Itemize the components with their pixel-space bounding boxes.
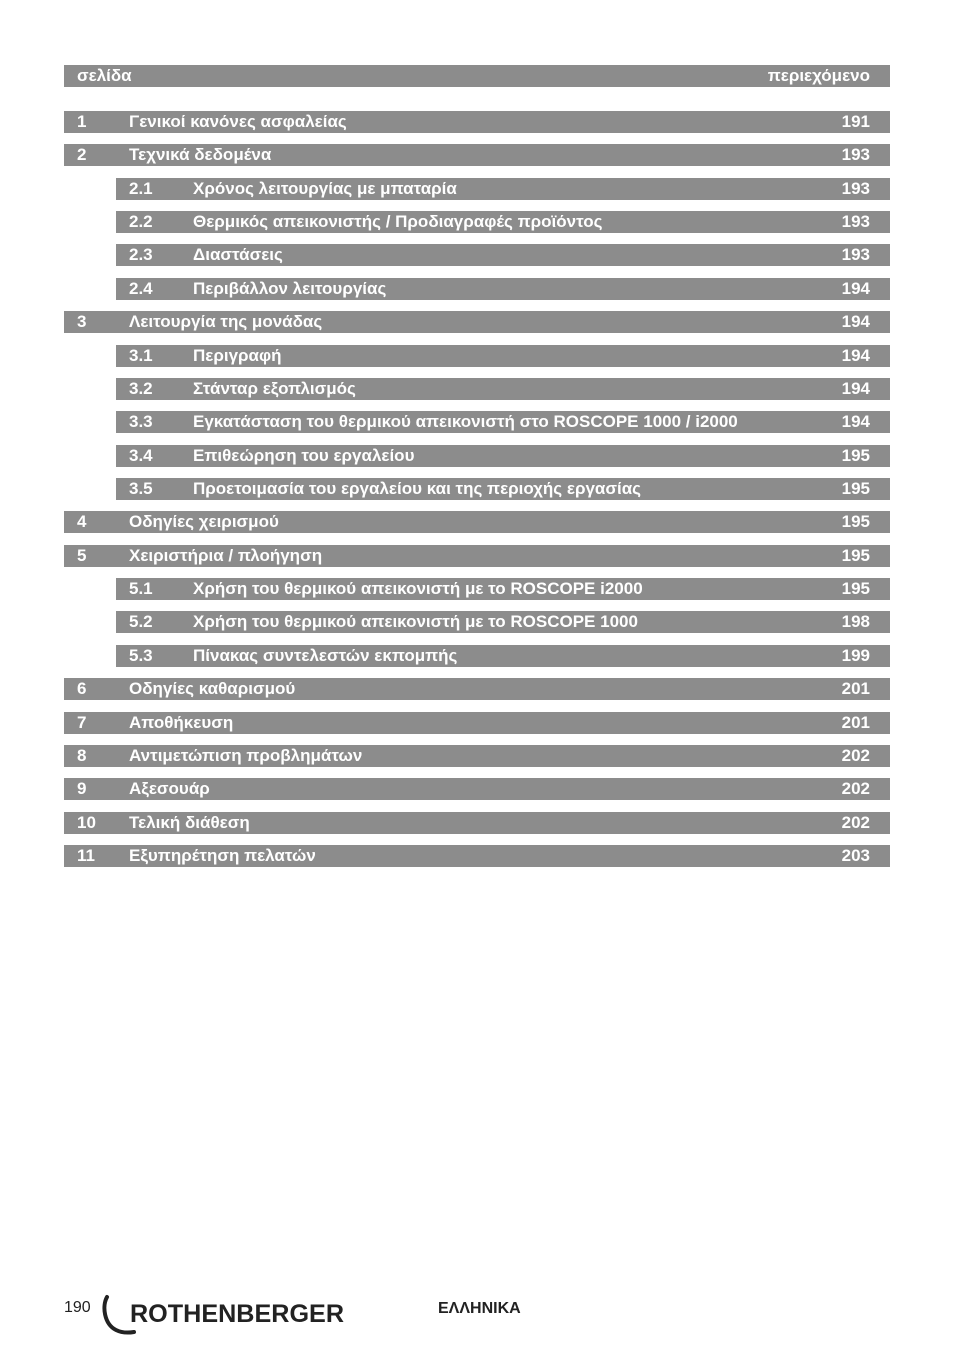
rothenberger-logo [102, 1294, 352, 1336]
toc-row-2-1[interactable] [116, 178, 890, 200]
toc-number: 9 [77, 779, 87, 798]
toc-row-5-1[interactable] [116, 578, 890, 600]
toc-page: 199 [841, 646, 870, 665]
toc-number: 3.3 [129, 412, 153, 431]
toc-number: 2.3 [129, 245, 153, 264]
toc-title: Χρήση του θερμικού απεικονιστή με το ROSCOPE 1000 [193, 612, 638, 631]
toc-title: Οδηγίες χειρισμού [129, 512, 279, 531]
toc-number: 10 [77, 813, 96, 832]
toc-title: Αποθήκευση [129, 713, 234, 732]
toc-title: Θερμικός απεικονιστής / Προδιαγραφές προϊόντος [193, 212, 603, 231]
toc-title: Οδηγίες καθαρισμού [129, 679, 296, 698]
toc-title: Αξεσουάρ [129, 779, 210, 798]
toc-title: Περιβάλλον λειτουργίας [193, 279, 387, 298]
toc-title: Χρόνος λειτουργίας με μπαταρία [193, 179, 457, 198]
toc-page: 195 [841, 446, 870, 465]
toc-number: 2.4 [129, 279, 153, 298]
toc-page: 201 [841, 679, 870, 698]
toc-page: 193 [841, 179, 870, 198]
toc-title: Χειριστήρια / πλοήγηση [129, 546, 323, 565]
toc-number: 8 [77, 746, 87, 765]
toc-row-2-4[interactable] [116, 278, 890, 300]
toc-page: 195 [841, 479, 870, 498]
toc-page: 202 [841, 813, 870, 832]
toc-row-5-2[interactable] [116, 611, 890, 633]
toc-row-9[interactable] [64, 778, 890, 800]
toc-title: Στάνταρ εξοπλισμός [193, 379, 356, 398]
toc-row-5-3[interactable] [116, 645, 890, 667]
toc-page: 195 [841, 546, 870, 565]
toc-row-8[interactable] [64, 745, 890, 767]
toc-title: Εξυπηρέτηση πελατών [129, 846, 316, 865]
toc-page: 194 [841, 279, 870, 298]
toc-page: 202 [841, 779, 870, 798]
toc-number: 2.2 [129, 212, 153, 231]
toc-page: 194 [841, 379, 870, 398]
toc-title: Αντιμετώπιση προβλημάτων [129, 746, 363, 765]
toc-number: 2 [77, 145, 87, 164]
toc-page: 195 [841, 579, 870, 598]
header-page-label: σελίδα [77, 66, 132, 85]
footer-language: ΕΛΛΗΝΙΚΑ [438, 1300, 521, 1317]
toc-number: 5.2 [129, 612, 153, 631]
toc-title: Γενικοί κανόνες ασφαλείας [129, 112, 347, 131]
toc-number: 3.2 [129, 379, 153, 398]
toc-number: 5 [77, 546, 87, 565]
toc-page: 203 [841, 846, 870, 865]
toc-row-4[interactable] [64, 511, 890, 533]
toc-page: 194 [841, 346, 870, 365]
toc-page: 202 [841, 746, 870, 765]
toc-row-2[interactable] [64, 144, 890, 166]
toc-page: 193 [841, 245, 870, 264]
toc-page: 194 [841, 312, 870, 331]
toc-number: 1 [77, 112, 87, 131]
header-contents-label: περιεχόμενο [767, 66, 870, 85]
toc-title: Πίνακας συντελεστών εκπομπής [193, 646, 458, 665]
toc-row-3-4[interactable] [116, 445, 890, 467]
toc-page: 201 [841, 713, 870, 732]
toc-number: 4 [77, 512, 87, 531]
logo-brand-text: ROTHENBERGER [130, 1300, 344, 1328]
toc-row-3[interactable] [64, 311, 890, 333]
toc-title: Επιθεώρηση του εργαλείου [193, 446, 415, 465]
toc-row-6[interactable] [64, 678, 890, 700]
toc-row-7[interactable] [64, 712, 890, 734]
toc-row-2-3[interactable] [116, 244, 890, 266]
footer-page-number: 190 [64, 1299, 91, 1316]
toc-title: Τελική διάθεση [129, 813, 250, 832]
toc-page: 195 [841, 512, 870, 531]
toc-row-3-2[interactable] [116, 378, 890, 400]
toc-title: Χρήση του θερμικού απεικονιστή με το ROSCOPE i2000 [193, 579, 643, 598]
toc-title: Τεχνικά δεδομένα [129, 145, 272, 164]
toc-row-3-3[interactable] [116, 411, 890, 433]
toc-row-5[interactable] [64, 545, 890, 567]
toc-number: 11 [77, 846, 95, 865]
toc-row-2-2[interactable] [116, 211, 890, 233]
toc-number: 2.1 [129, 179, 153, 198]
toc-row-11[interactable] [64, 845, 890, 867]
toc-row-1[interactable] [64, 111, 890, 133]
toc-title: Περιγραφή [193, 346, 282, 365]
toc-number: 5.1 [129, 579, 153, 598]
toc-page: 193 [841, 212, 870, 231]
toc-number: 6 [77, 679, 87, 698]
toc-row-3-5[interactable] [116, 478, 890, 500]
toc-page: 191 [841, 112, 870, 131]
toc-row-3-1[interactable] [116, 345, 890, 367]
toc-page: 198 [841, 612, 870, 631]
toc-title: Λειτουργία της μονάδας [129, 312, 323, 331]
toc-row-10[interactable] [64, 812, 890, 834]
toc-title: Προετοιμασία του εργαλείου και της περιοχής εργασίας [193, 479, 642, 498]
toc-number: 3.1 [129, 346, 153, 365]
toc-header-bar [64, 65, 890, 87]
toc-title: Διαστάσεις [193, 245, 283, 264]
toc-number: 3 [77, 312, 87, 331]
toc-number: 3.4 [129, 446, 153, 465]
toc-number: 5.3 [129, 646, 153, 665]
toc-title: Εγκατάσταση του θερμικού απεικονιστή στο ROSCOPE 1000 / i2000 [193, 412, 738, 431]
toc-page: 194 [841, 412, 870, 431]
toc-number: 3.5 [129, 479, 153, 498]
toc-page: 193 [841, 145, 870, 164]
toc-number: 7 [77, 713, 87, 732]
